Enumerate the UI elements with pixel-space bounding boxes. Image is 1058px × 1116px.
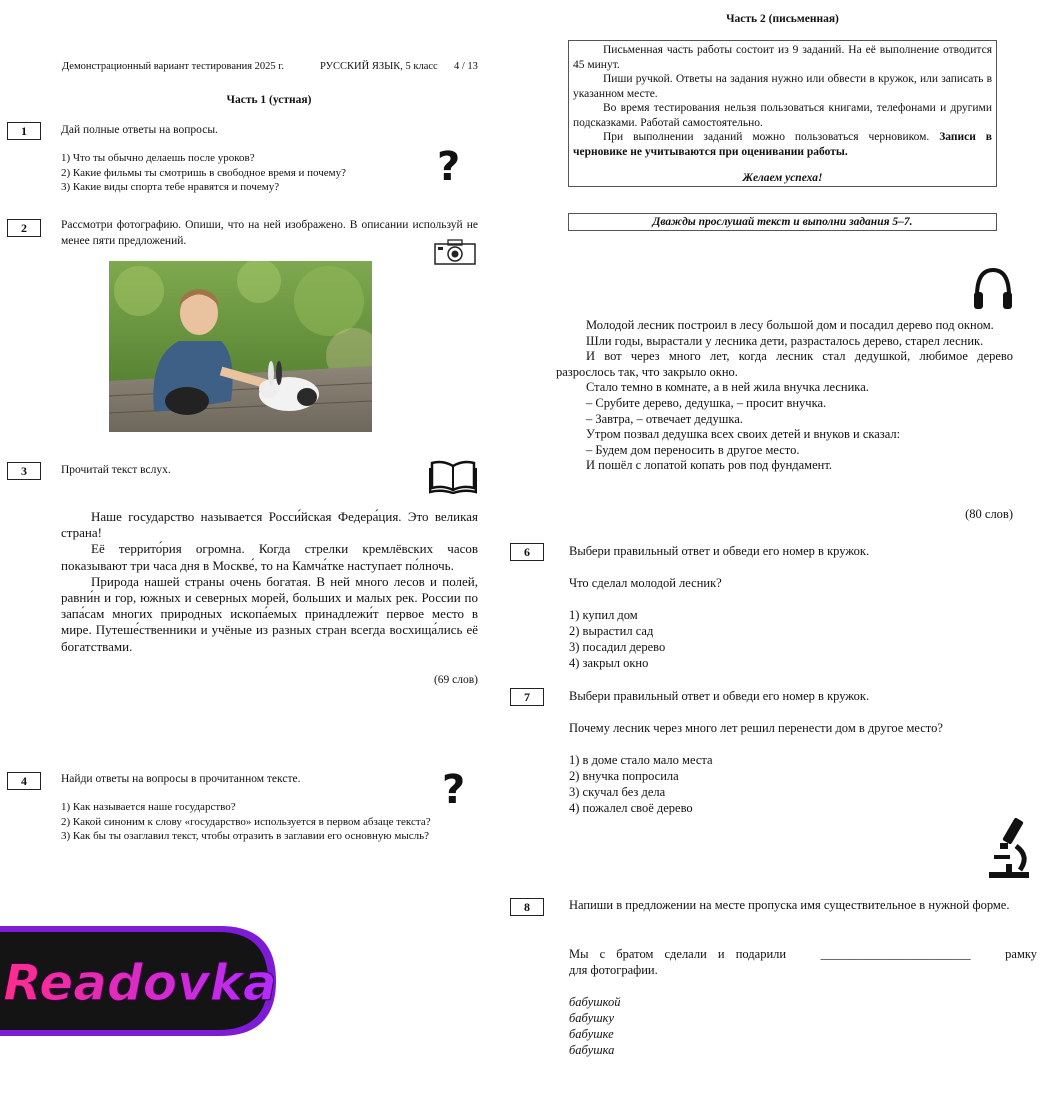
page-header <box>62 61 482 72</box>
list-item: 2) Какие фильмы ты смотришь в свободное время и почему? <box>61 166 347 179</box>
answer-option[interactable]: 1) купил дом <box>569 608 638 622</box>
task-6-number: 6 <box>510 543 544 561</box>
task-8-number: 8 <box>510 898 544 916</box>
camera-icon <box>434 238 476 271</box>
task-6-question: Что сделал молодой лесник? <box>569 576 722 590</box>
header-left: Демонстрационный вариант тестирования 2025 г. <box>62 61 285 72</box>
task-3-word-count: (69 слов) <box>433 674 478 686</box>
answer-option[interactable]: 1) в доме стало мало места <box>569 753 713 767</box>
intro-paragraph: При выполнении заданий можно пользоваться черновиком. Записи в черновике не учитываются при оценивании работы. <box>573 131 993 158</box>
task-6-instruction: Выбери правильный ответ и обведи его номер в кружок. <box>569 544 870 558</box>
task-3-reading-text <box>61 509 478 655</box>
task-4-number: 4 <box>7 772 41 790</box>
paragraph: – Срубите дерево, дедушка, – просит внучка. <box>586 395 827 410</box>
sentence-end: для фотографии. <box>569 963 658 977</box>
question-mark-icon: ? <box>437 144 461 190</box>
answer-option[interactable]: 2) внучка попросила <box>569 769 679 783</box>
open-book-icon <box>429 460 477 499</box>
task-4-questions <box>61 800 478 844</box>
sentence-end-word: рамку <box>1005 947 1037 961</box>
task-2-number: 2 <box>7 219 41 237</box>
word-option: бабушка <box>569 1043 615 1057</box>
paragraph: Молодой лесник построил в лесу большой дом и посадил дерево под окном. <box>586 318 994 332</box>
task-6-options <box>569 607 665 671</box>
paragraph: Утром позвал дедушка всех своих детей и внуков и сказал: <box>586 427 901 442</box>
answer-option[interactable]: 3) скучал без дела <box>569 785 666 799</box>
answer-option[interactable]: 2) вырастил сад <box>569 624 654 638</box>
paragraph: Шли годы, вырастали у лесника дети, разрасталось дерево, старел лесник. <box>586 333 984 348</box>
svg-text:Readovka: Readovka <box>3 954 277 1012</box>
microscope-icon <box>986 816 1030 885</box>
listening-text <box>556 318 1013 474</box>
list-item: 2) Какой синоним к слову «государство» используется в первом абзаце текста? <box>61 815 431 828</box>
paragraph: Наше государство называется Росси́йская Федера́ция. Это великая страна! <box>61 509 478 541</box>
headphones-icon <box>972 266 1014 317</box>
list-item: 1) Что ты обычно делаешь после уроков? <box>61 152 255 164</box>
word-option: бабушкой <box>569 995 621 1009</box>
task-7-instruction: Выбери правильный ответ и обведи его номер в кружок. <box>569 689 870 703</box>
task-3-number: 3 <box>7 462 41 480</box>
part2-title: Часть 2 (письменная) <box>726 13 839 25</box>
paragraph: И пошёл с лопатой копать ров под фундамент. <box>586 458 832 473</box>
answer-blank[interactable]: ________________________ <box>820 947 971 961</box>
readovka-logo <box>0 924 278 1038</box>
paragraph: Стало темно в комнате, а в ней жила внучка лесника. <box>586 380 869 395</box>
intro-paragraph: Во время тестирования нельзя пользоваться книгами, телефонами и другими подсказками. Работай самостоятельно. <box>573 102 992 129</box>
task-8-sentence <box>569 946 1037 978</box>
question-mark-icon: ? <box>442 767 466 813</box>
part2-intro-box <box>568 40 997 187</box>
task-1-number: 1 <box>7 122 41 140</box>
wish-text: Желаем успеха! <box>742 172 823 184</box>
task-7-options <box>569 752 713 816</box>
paragraph: – Завтра, – отвечает дедушка. <box>586 411 743 426</box>
paragraph: Её террито́рия огромна. Когда стрелки кремлёвских часов показывают три часа дня в Москве́, то на Камча́тке наступает по́лночь. <box>61 541 478 573</box>
part1-title: Часть 1 (устная) <box>226 94 312 106</box>
listen-banner: Дважды прослушай текст и выполни задания 5–7. <box>568 213 997 231</box>
task-2-instruction: Рассмотри фотографию. Опиши, что на ней изображено. В описании используй не менее пяти предложений. <box>61 219 478 247</box>
photo-boy-with-rabbits <box>109 261 372 432</box>
word-option: бабушке <box>569 1027 614 1041</box>
intro-paragraph: Письменная часть работы состоит из 9 заданий. На её выполнение отводится 45 минут. <box>573 44 992 71</box>
list-item: 3) Как бы ты озаглавил текст, чтобы отразить в заглавии его основную мысль? <box>61 830 429 842</box>
task-8-instruction: Напиши в предложении на месте пропуска имя существительное в нужной форме. <box>569 898 1010 912</box>
task-7-question: Почему лесник через много лет решил перенести дом в другое место? <box>569 721 943 735</box>
word-option: бабушку <box>569 1011 615 1025</box>
header-subject: РУССКИЙ ЯЗЫК, 5 класс <box>320 61 438 72</box>
task-1-questions <box>61 151 346 195</box>
task-7-number: 7 <box>510 688 544 706</box>
task-1-instruction: Дай полные ответы на вопросы. <box>61 124 218 136</box>
list-item: 3) Какие виды спорта тебе нравятся и почему? <box>61 181 280 193</box>
answer-option[interactable]: 4) пожалел своё дерево <box>569 801 693 815</box>
task-3-instruction: Прочитай текст вслух. <box>61 464 171 476</box>
sentence-start: Мы с братом сделали и подарили <box>569 947 787 961</box>
paragraph: И вот через много лет, когда лесник стал дедушкой, любимое дерево разрослось так, что закрыло окно. <box>556 349 1013 379</box>
intro-paragraph: Пиши ручкой. Ответы на задания нужно или обвести в кружок, или записать в указанном месте. <box>573 73 992 100</box>
answer-option[interactable]: 3) посадил дерево <box>569 640 666 654</box>
task-4-instruction: Найди ответы на вопросы в прочитанном тексте. <box>61 773 301 785</box>
answer-option[interactable]: 4) закрыл окно <box>569 656 649 670</box>
task-8-options <box>569 994 621 1058</box>
list-item: 1) Как называется наше государство? <box>61 801 236 813</box>
paragraph: Природа нашей страны очень богатая. В ней много лесов и полей, равни́н и гор, южных и северных морей, больших и малых рек. России по запа́сам многих природных ископа́емых принадлежи́т первое место в мире. Путеше́ственники и учёные из разных стран всегда восхища́лись её богатствами. <box>61 573 478 654</box>
listening-word-count: (80 слов) <box>965 507 1013 521</box>
header-page: 4 / 13 <box>454 61 478 72</box>
paragraph: – Будем дом переносить в другое место. <box>586 442 800 457</box>
